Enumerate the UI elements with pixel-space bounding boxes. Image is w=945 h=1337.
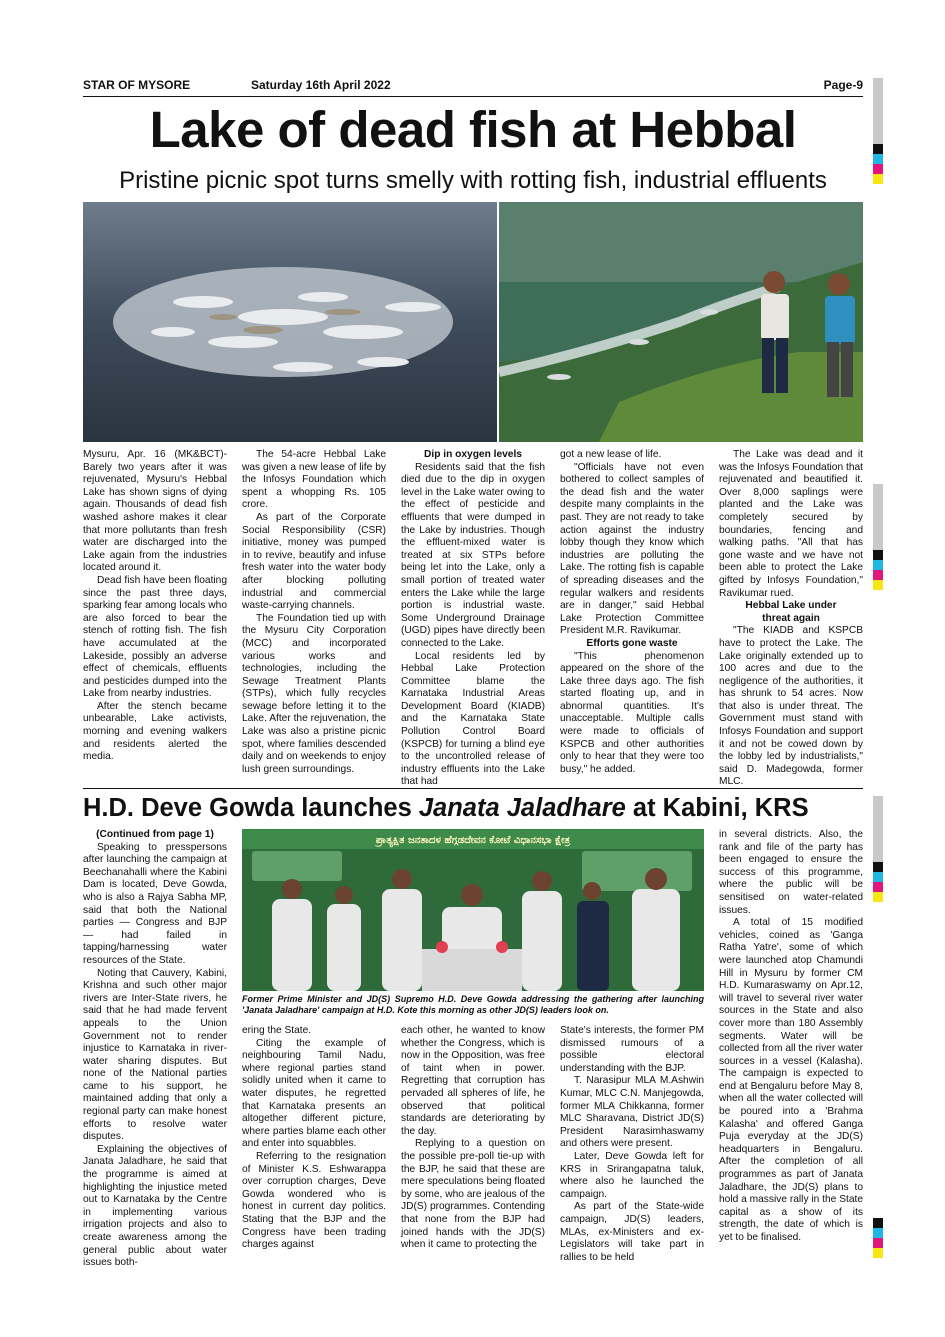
story1-column-5	[719, 449, 863, 789]
paragraph: "Officials have not even bothered to collect samples of the dead fish and the water despite many complaints in the past. They are not ready to take action against the industry lobby though they know which industries are polluting the Lake. The rotting fish is capable of spreading diseases and the regular walkers and residents are in danger," said Hebbal Lake Protection Committee President M.R. Ravikumar.	[560, 461, 704, 637]
cyan-swatch	[873, 1228, 883, 1238]
dead-fish-photo-left	[83, 202, 497, 442]
black-swatch	[873, 550, 883, 560]
paragraph: Speaking to presspersons after launching the campaign at Beechanahalli where the Kabini Dam is located, Deve Gowda, who is also a Rajya Sabha MP, said that both the National parties — Congress and BJP — had failed in tapping/harnessing water resources of the State.	[83, 841, 227, 966]
story2-column-5	[719, 829, 863, 1245]
story1-column-3	[401, 449, 545, 789]
story1-column-1	[83, 449, 227, 764]
issue-date: Saturday 16th April 2022	[251, 78, 391, 92]
paragraph: The Foundation tied up with the Mysuru City Corporation (MCC) and incorporated various works and technologies, including the Sewage Treatment Plants (STPs), which fully recycles sewage before letting it to the Lake. After the rejuvenation, the Lake was also a pristine picnic spot, where families descended daily and on weekends to enjoy lush green surroundings.	[242, 612, 386, 775]
paragraph: got a new lease of life.	[560, 449, 662, 460]
cyan-swatch	[873, 154, 883, 164]
paragraph: A total of 15 modified vehicles, coined as 'Ganga Ratha Yatre', some of which were launched atop Chamundi Hill in Mysuru by former CM H.D. Kumaraswamy on Apr.12, will travel to several river water sources in the State and also cover more than 180 Assembly segments. Water will be collected from all the river water sources in a vessel (Kalasha). The campaign is expected to end at Bengaluru before May 8, when all the water collected will be poured into a 'Brahma Kalasha' and offered Ganga Puja everyday at the JD(S) headquarters in Bengaluru. After the completion of all programmes as part of Janata Jaladhare, the JD(S) plans to hold a massive rally in the State capital as a show of its strength, the date of which is yet to be finalised.	[719, 917, 863, 1243]
paragraph: Mysuru, Apr. 16 (MK&BCT)- Barely two years after it was rejuvenated, Mysuru's Hebbal Lake has shown signs of dying again. Thousands of dead fish washed ashore makes it clear that more pollutants than fresh water are discharged into the Lake again from the industries located around it.	[83, 449, 227, 574]
magenta-swatch	[873, 1238, 883, 1248]
story2-headline	[83, 792, 863, 824]
story1-column-2	[242, 449, 386, 776]
continued-note: (Continued from page 1)	[96, 829, 214, 840]
paragraph: T. Narasipur MLA M.Ashwin Kumar, MLC C.N. Manjegowda, former MLA Chikkanna, former MLC Sharavana, District JD(S) President Narasimhaswamy and others were present.	[560, 1075, 704, 1150]
paragraph: State's interests, the former PM dismissed rumours of a possible electoral understanding with the BJP.	[560, 1025, 704, 1074]
subheading-efforts-waste: Efforts gone waste	[586, 637, 678, 649]
paragraph: As part of the State-wide campaign, JD(S) leaders, MLAs, ex-Ministers and ex-Legislators will take part in rallies to be held	[560, 1201, 704, 1263]
paragraph: The 54-acre Hebbal Lake was given a new lease of life by the Infosys Foundation which spent a whopping Rs. 105 crore.	[242, 449, 386, 511]
paragraph: Later, Deve Gowda left for KRS in Srirangapatna taluk, where also he launched the campaign.	[560, 1150, 704, 1200]
story2-column-3	[401, 1025, 545, 1252]
paragraph: each other, he wanted to know whether the Congress, which is now in the Opposition, was free of taint when in power. Regretting that corruption has pervaded all spheres of life, he observed that political standards are deteriorating by the day.	[401, 1025, 545, 1137]
paragraph: Noting that Cauvery, Kabini, Krishna and such other major rivers are Inter-State rivers, he said that he had made fervent appeals to the Union Government not to render injustice to Karnataka in river-water sharing disputes. But none of the National parties came to his support, he maintained adding that only a regional party can make honest efforts to resolve water disputes.	[83, 967, 227, 1143]
paragraph: Local residents led by Hebbal Lake Protection Committee blame the Karnataka Industrial Areas Development Board (KIADB) and the Karnataka State Pollution Control Board (KSPCB) for turning a blind eye to the uncontrolled release of industry effluents into the Lake that had	[401, 650, 545, 788]
headline-part: at Kabini, KRS	[625, 794, 809, 822]
story2-column-2	[242, 1025, 386, 1252]
story2-column-4	[560, 1025, 704, 1264]
photo-caption: Former Prime Minister and JD(S) Supremo H.D. Deve Gowda addressing the gathering after launching 'Janata Jaladhare' campaign at H.D. Kote this morning as other JD(S) leaders look on.	[242, 994, 704, 1015]
story-divider	[83, 788, 863, 789]
paragraph: Residents said that the fish died due to the dip in oxygen level in the Lake water owing to the effect of pesticide and effluents that were dumped in the Lake by industries. Though the effluent-mixed water is treated at six STPs before being let into the Lake, only a small portion of treated water enters the Lake while the large portion is industrial waste. Some Underground Drainage (UGD) pipes have directly been connected to the Lake.	[401, 461, 545, 649]
lake-shore-photo-right	[499, 202, 863, 442]
black-swatch	[873, 1218, 883, 1228]
grey-registration-bar	[873, 78, 883, 144]
grey-registration-bar	[873, 796, 883, 862]
paragraph: After the stench became unbearable, Lake activists, morning and evening walkers and residents alerted the media.	[83, 700, 227, 763]
story1-headline: Lake of dead fish at Hebbal	[149, 101, 797, 158]
yellow-swatch	[873, 892, 883, 902]
story1-column-4	[560, 449, 704, 776]
paragraph: in several districts. Also, the rank and file of the party has been engaged to ensure the success of this programme, where the public will be sensitised on water-related issues.	[719, 829, 863, 916]
cyan-swatch	[873, 560, 883, 570]
magenta-swatch	[873, 164, 883, 174]
paragraph: Dead fish have been floating since the past three days, sparking fear among locals who are also forced to bear the stench of rotting fish. The fish have accumulated at the Lakeside, possibly an adverse effect of chemicals, effluents and pesticides dumped into the Lake from nearby industries.	[83, 574, 227, 700]
subheading-threat-1: Hebbal Lake under	[745, 600, 837, 612]
paragraph: "The KIADB and KSPCB have to protect the Lake. The Lake originally extended up to 100 acres and due to the negligence of the authorities, it has shrunk to 54 acres. Now that also is under threat. The Government must stand with Infosys Foundation and support it and not be cowed down by the lobby led by industrialists," said D. Madegowda, former MLC.	[719, 625, 863, 788]
grey-registration-bar	[873, 484, 883, 550]
story2-column-1	[83, 829, 227, 1270]
paragraph: ering the State.	[242, 1025, 312, 1036]
page-number: Page-9	[823, 78, 863, 92]
paragraph: "This phenomenon appeared on the shore of the Lake three days ago. The fish started floating up, and in abnormal quantities. It's unacceptable. Multiple calls were made to officials of KSPCB and other authorities only to hear that they were too busy," he added.	[560, 650, 704, 775]
magenta-swatch	[873, 882, 883, 892]
paragraph: The Lake was dead and it was the Infosys Foundation that rejuvenated and beautified it. Over 8,000 saplings were planted and the Lake was completely secured by boundaries, fencing and walking paths. "All that has gone waste and we have not been able to protect the Lake gifted by Infosys Foundation," Ravikumar rued.	[719, 449, 863, 599]
yellow-swatch	[873, 1248, 883, 1258]
masthead-rule	[83, 96, 863, 97]
paragraph: Referring to the resignation of Minister K.S. Eshwarappa over corruption charges, Deve Gowda wondered who is honest in current day politics. Stating that the BJP and the Congress have been trading charges against	[242, 1150, 386, 1251]
paragraph: As part of the Corporate Social Responsibility (CSR) initiative, money was pumped in to revive, beautify and infuse fresh water into the water body after blocking polluting industrial and commercial waste-carrying channels.	[242, 511, 386, 612]
paper-name: STAR OF MYSORE	[83, 78, 191, 92]
headline-part: H.D. Deve Gowda launches	[83, 794, 419, 822]
yellow-swatch	[873, 580, 883, 590]
headline-italic: Janata Jaladhare	[418, 794, 626, 822]
yellow-swatch	[873, 174, 883, 184]
cyan-swatch	[873, 872, 883, 882]
black-swatch	[873, 862, 883, 872]
banner-text: ಪ್ರಾತ್ಯಕ್ಷಿತ ಜನತಾದಳ ಹೆಗ್ಗಡದೇವನ ಕೋಟೆ ವಿಧಾನಸಭಾ ಕ್ಷೇತ್ರ	[375, 835, 571, 846]
paragraph: Explaining the objectives of Janata Jaladhare, he said that the programme is aimed at highlighting the injustice meted out to Karnataka by the Centre in implementing various irrigation projects and also to create awareness among the general public about water issues both-	[83, 1143, 227, 1269]
magenta-swatch	[873, 570, 883, 580]
paragraph: Replying to a question on the possible pre-poll tie-up with the BJP, he said that these are mere speculations being floated by some, who are jealous of the JD(S) programmes. Contending that none from the BJP had joined hands with the JD(S) when it came to protecting the	[401, 1138, 545, 1251]
masthead	[83, 78, 863, 94]
subheading-threat-2: threat again	[762, 612, 820, 624]
black-swatch	[873, 144, 883, 154]
paragraph: Citing the example of neighbouring Tamil Nadu, where regional parties stand solidly united when it came to water disputes, he regretted that Karnataka presents an altogether different picture, where parties blame each other and enter into squabbles.	[242, 1037, 386, 1150]
subheading-dip-oxygen: Dip in oxygen levels	[424, 449, 522, 460]
story1-subheadline: Pristine picnic spot turns smelly with rotting fish, industrial effluents	[119, 167, 827, 194]
deve-gowda-event-photo	[242, 829, 704, 991]
